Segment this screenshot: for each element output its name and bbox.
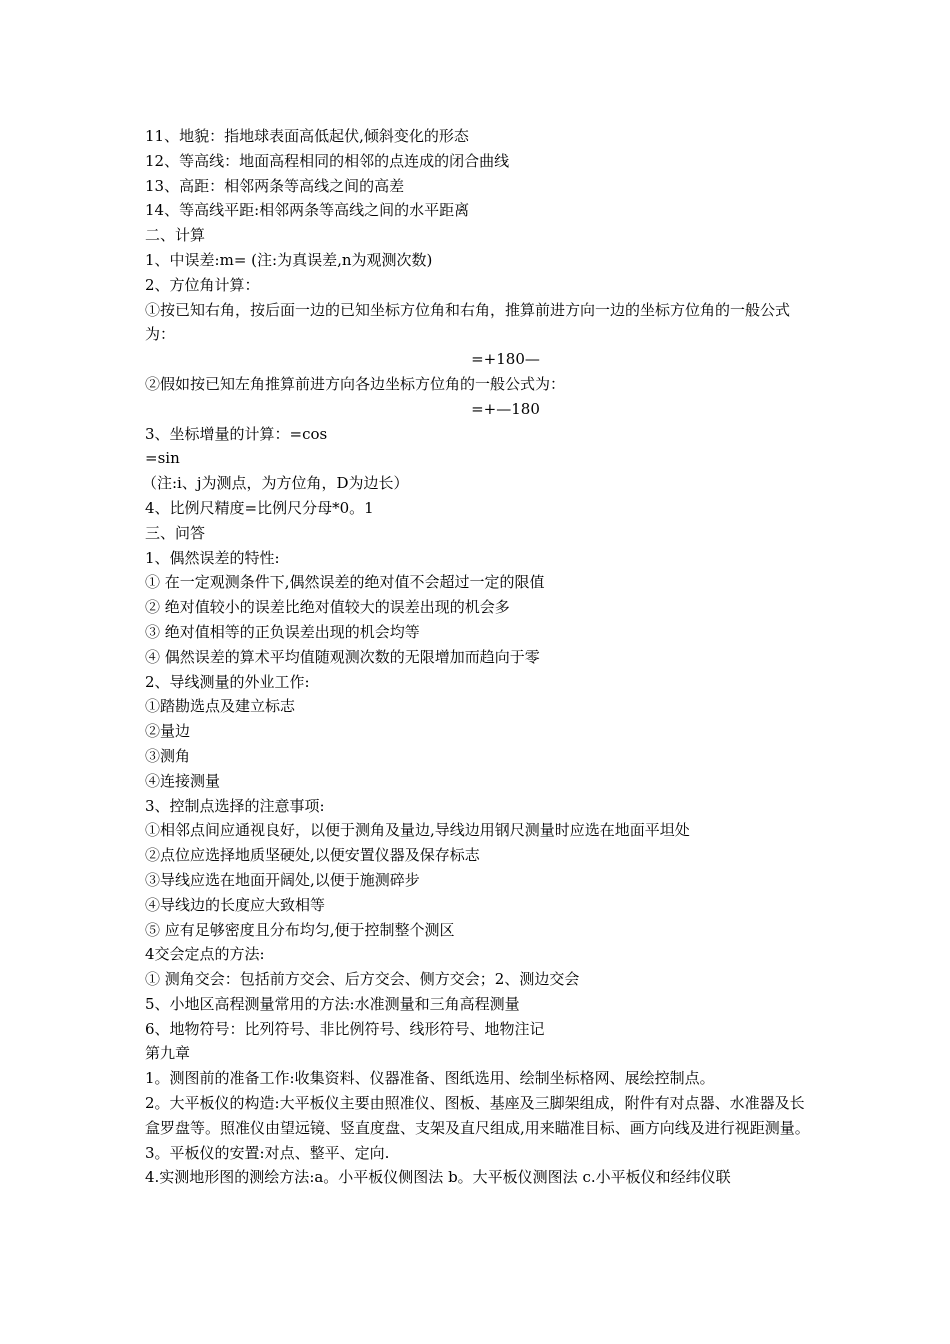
text-line-qa-4-1: ① 测角交会：包括前方交会、后方交会、侧方交会；2、测边交会 — [145, 970, 580, 989]
text-line-qa-1: 1、偶然误差的特性: — [145, 548, 280, 567]
chapter-heading-9: 第九章 — [145, 1044, 191, 1063]
text-line-qa-2-3: ③测角 — [145, 746, 191, 765]
text-line-calc-2-1: ①按已知右角，按后面一边的已知坐标方位角和右角，推算前进方向一边的坐标方位角的一般公式为： — [145, 300, 791, 344]
formula-line-2: =+—180 — [471, 399, 540, 418]
text-line-def-14: 14、等高线平距:相邻两条等高线之间的水平距离 — [145, 201, 470, 220]
text-line-qa-2-4: ④连接测量 — [145, 771, 221, 790]
text-line-qa-4: 4交会定点的方法: — [145, 945, 265, 964]
text-line-qa-3-3: ③导线应选在地面开阔处,以便于施测碎步 — [145, 870, 420, 889]
text-line-qa-3-2: ②点位应选择地质坚硬处,以便安置仪器及保存标志 — [145, 846, 480, 865]
text-line-calc-3-note: （注:i、j为测点，为方位角，D为边长） — [142, 474, 409, 493]
text-line-qa-6: 6、地物符号：比列符号、非比例符号、线形符号、地物注记 — [145, 1019, 545, 1038]
text-line-qa-1-1: ① 在一定观测条件下,偶然误差的绝对值不会超过一定的限值 — [145, 573, 545, 592]
text-line-def-13: 13、高距：相邻两条等高线之间的高差 — [145, 176, 405, 195]
text-line-ch9-3: 3。平板仪的安置:对点、整平、定向. — [145, 1143, 390, 1162]
text-line-qa-2-1: ①踏勘选点及建立标志 — [145, 697, 296, 716]
text-line-qa-1-4: ④ 偶然误差的算术平均值随观测次数的无限增加而趋向于零 — [145, 647, 540, 666]
text-line-qa-3-4: ④导线边的长度应大致相等 — [145, 895, 326, 914]
text-line-qa-2: 2、导线测量的外业工作: — [145, 672, 310, 691]
text-line-calc-4: 4、比例尺精度=比例尺分母*0。1 — [145, 498, 374, 517]
text-line-ch9-1: 1。测图前的准备工作:收集资料、仪器准备、图纸选用、绘制坐标格网、展绘控制点。 — [145, 1069, 715, 1088]
text-line-qa-3-5: ⑤ 应有足够密度且分布均匀,便于控制整个测区 — [145, 920, 455, 939]
text-line-calc-3: 3、坐标增量的计算：=cos — [145, 424, 328, 443]
text-line-calc-3-sin: =sin — [145, 449, 180, 468]
text-line-def-12: 12、等高线：地面高程相同的相邻的点连成的闭合曲线 — [145, 151, 510, 170]
text-line-calc-1: 1、中误差:m= (注:为真误差,n为观测次数) — [145, 250, 433, 269]
text-line-def-11: 11、地貌：指地球表面高低起伏,倾斜变化的形态 — [145, 127, 469, 145]
text-line-qa-2-2: ②量边 — [145, 722, 191, 741]
formula-line-1: =+180— — [471, 350, 540, 369]
text-line-qa-1-2: ② 绝对值较小的误差比绝对值较大的误差出现的机会多 — [145, 598, 510, 617]
section-heading-qa: 三、问答 — [145, 523, 206, 542]
text-line-qa-5: 5、小地区高程测量常用的方法:水准测量和三角高程测量 — [145, 994, 520, 1013]
text-line-qa-1-3: ③ 绝对值相等的正负误差出现的机会均等 — [145, 622, 420, 641]
text-line-ch9-2: 2。大平板仪的构造:大平板仪主要由照准仪、图板、基座及三脚架组成，附件有对点器、水准器及长盒罗盘等。照准仪由望远镜、竖直度盘、支架及直尺组成,用来瞄准目标、画方向线及进行视距测量。 — [145, 1094, 810, 1137]
text-line-ch9-4: 4.实测地形图的测绘方法:a。小平板仪侧图法 b。大平板仪测图法 c.小平板仪和经纬仪联 — [145, 1168, 731, 1187]
section-heading-calc: 二、计算 — [145, 226, 206, 245]
text-line-calc-2-2: ②假如按已知左角推算前进方向各边坐标方位角的一般公式为： — [145, 374, 566, 393]
text-line-qa-3-1: ①相邻点间应通视良好，以便于测角及量边,导线边用钢尺测量时应选在地面平坦处 — [145, 821, 690, 840]
text-line-calc-2: 2、方位角计算： — [145, 275, 260, 294]
document-page — [142, 124, 810, 1190]
text-line-qa-3: 3、控制点选择的注意事项: — [145, 796, 325, 815]
